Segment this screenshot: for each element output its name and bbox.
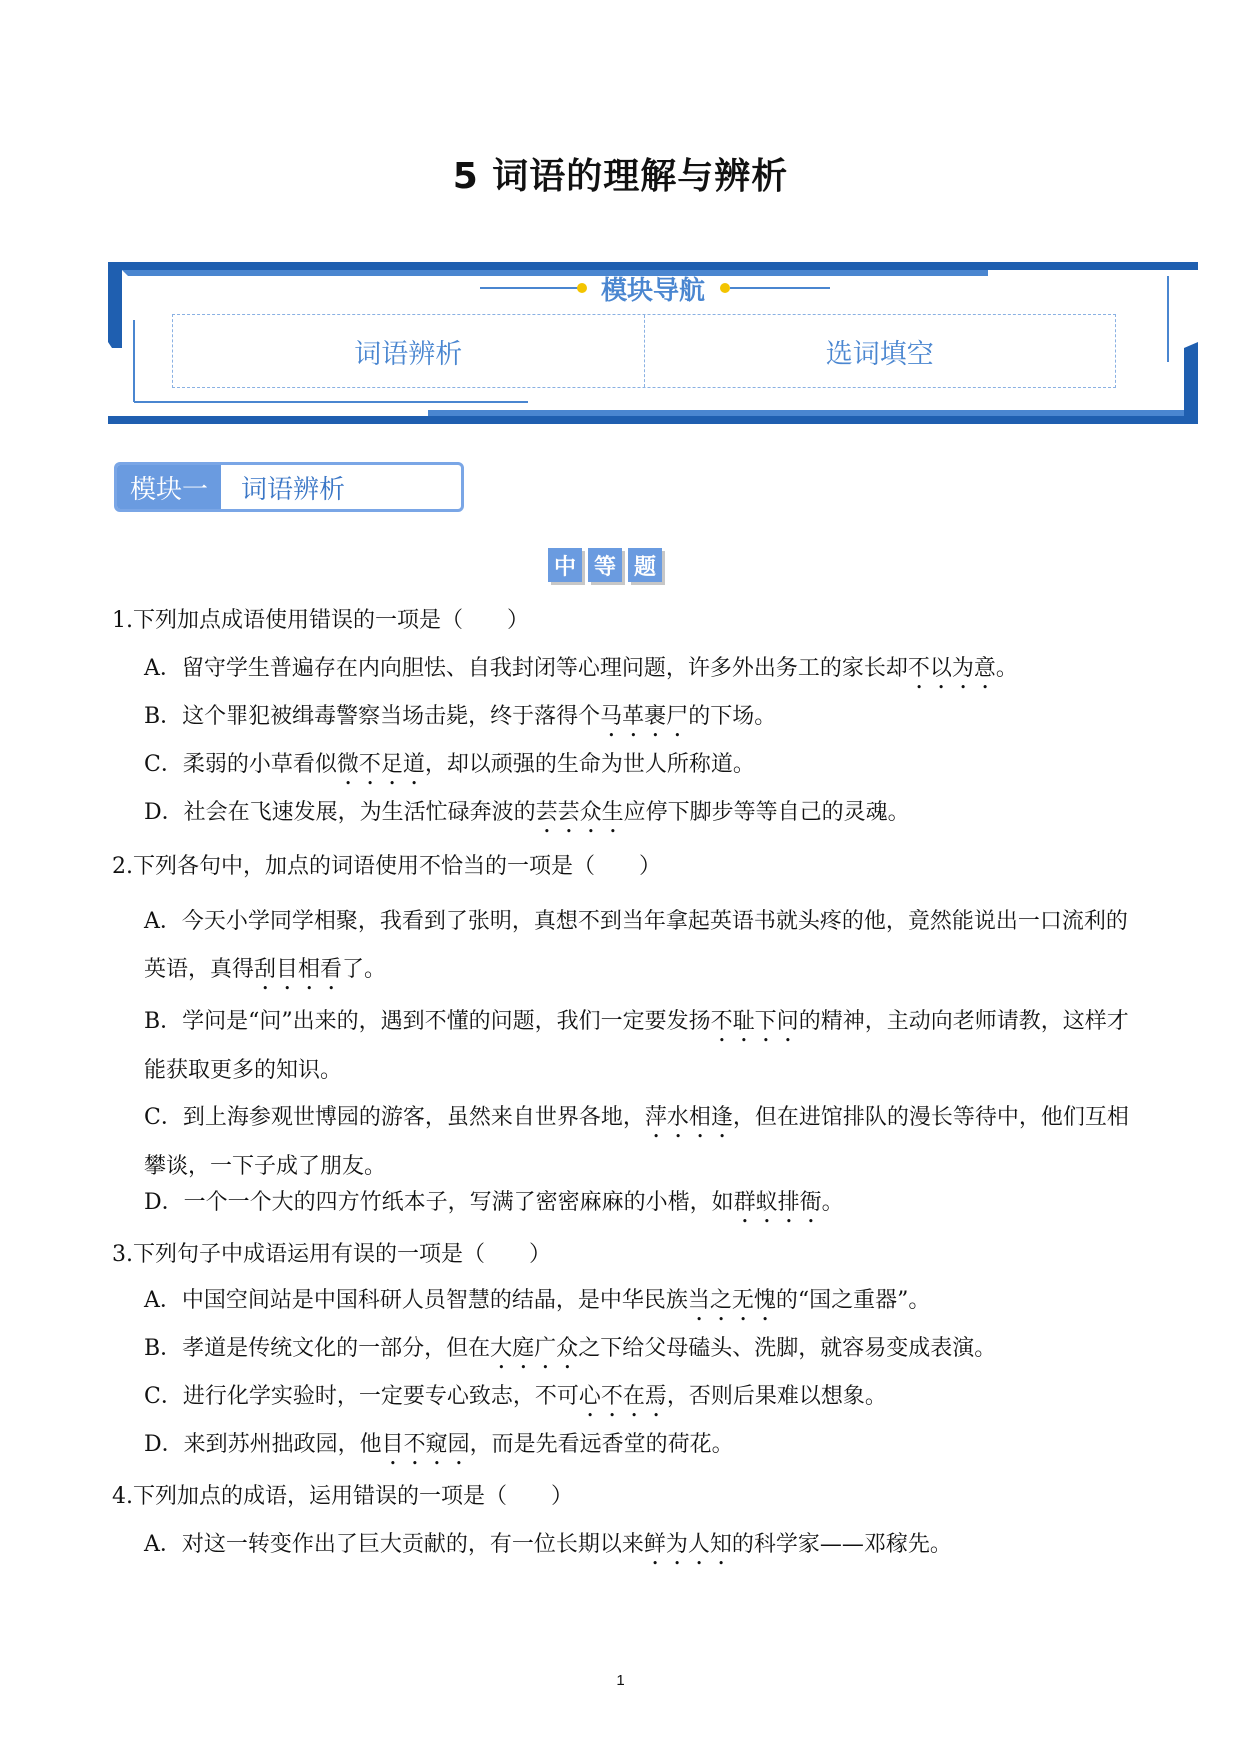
question-option — [144, 998, 1134, 1095]
emphasized-idiom: 心不在焉 — [578, 1384, 667, 1409]
nav-item-word-analysis[interactable]: 词语辨析 — [354, 338, 463, 370]
nav-heading-line-right — [730, 287, 830, 289]
question-option — [144, 700, 1134, 742]
option-text: D．社会在飞速发展，为生活忙碌奔波的 — [144, 800, 536, 825]
emphasized-idiom: 萍水相逢 — [644, 1105, 733, 1130]
option-text: B．孝道是传统文化的一部分，但在 — [144, 1336, 491, 1361]
emphasized-idiom: 不以为意 — [907, 656, 996, 681]
emphasized-idiom: 刮目相看 — [254, 957, 343, 982]
option-text: C．进行化学实验时，一定要专心致志，不可 — [144, 1384, 579, 1409]
option-text: B．这个罪犯被缉毒警察当场击毙，终于落得个 — [144, 704, 601, 729]
page-number: 1 — [616, 1672, 625, 1689]
emphasized-idiom: 微不足道 — [336, 752, 425, 777]
nav-item-fill-in-words[interactable]: 选词填空 — [644, 315, 1116, 387]
option-text: 。 — [821, 1190, 844, 1215]
nav-heading: 模块导航 — [600, 276, 705, 306]
option-text: A．对这一转变作出了巨大贡献的，有一位长期以来 — [144, 1532, 644, 1557]
option-text: ，否则后果难以想象。 — [666, 1384, 887, 1409]
option-text: D．来到苏州拙政园，他 — [144, 1432, 382, 1457]
emphasized-idiom: 当之无愧 — [687, 1288, 776, 1313]
option-text: B．学问是“问”出来的，遇到不懂的问题，我们一定要发扬 — [144, 1009, 711, 1034]
question-option — [144, 652, 1134, 694]
question-option — [144, 1186, 1134, 1228]
emphasized-idiom: 芸芸众生 — [535, 800, 624, 825]
question-stem: 4.下列加点的成语，运用错误的一项是（ ） — [112, 1484, 573, 1509]
option-text: ，而是先看远香堂的荷花。 — [469, 1432, 734, 1457]
question-stem: 2.下列各句中，加点的词语使用不恰当的一项是（ ） — [112, 854, 661, 879]
emphasized-idiom: 鲜为人知 — [643, 1532, 732, 1557]
emphasized-idiom: 不耻下问 — [710, 1009, 799, 1034]
question-stem: 3.下列句子中成语运用有误的一项是（ ） — [112, 1242, 551, 1267]
question-option — [144, 898, 1134, 995]
option-text: 的精神，主动向老师请教，这样才能获取更多的知识。 — [144, 1009, 1129, 1083]
module-title: 词语辨析 — [241, 474, 346, 505]
nav-heading-dot-right — [720, 283, 730, 293]
option-text: C．到上海参观世博园的游客，虽然来自世界各地， — [144, 1105, 645, 1130]
option-text: 之下给父母磕头、洗脚，就容易变成表演。 — [578, 1336, 997, 1361]
difficulty-char: 等 — [588, 548, 622, 582]
question-option — [144, 1528, 1134, 1570]
difficulty-badge — [548, 548, 662, 582]
emphasized-idiom: 群蚁排衙 — [733, 1190, 822, 1215]
question-option — [144, 748, 1134, 790]
question-option — [144, 1094, 1134, 1191]
difficulty-char: 题 — [628, 548, 662, 582]
option-text: ，但在进馆排队的漫长等待中，他们互相攀谈，一下子成了朋友。 — [144, 1105, 1129, 1179]
emphasized-idiom: 大庭广众 — [490, 1336, 579, 1361]
option-text: C．柔弱的小草看似 — [144, 752, 337, 777]
question-option — [144, 1332, 1134, 1374]
page-title: 5 词语的理解与辨析 — [452, 156, 789, 197]
option-text: 的下场。 — [688, 704, 777, 729]
option-text: ，却以顽强的生命为世人所称道。 — [424, 752, 755, 777]
question-option — [144, 796, 1134, 838]
option-text: 应停下脚步等等自己的灵魂。 — [623, 800, 910, 825]
difficulty-char: 中 — [548, 548, 582, 582]
nav-items-box — [172, 314, 1116, 388]
option-text: 了。 — [342, 957, 387, 982]
emphasized-idiom: 目不窥园 — [381, 1432, 470, 1457]
option-text: 的科学家——邓稼先。 — [731, 1532, 952, 1557]
question-stem: 1.下列加点成语使用错误的一项是（ ） — [112, 608, 529, 633]
option-text: 。 — [995, 656, 1018, 681]
option-text: D．一个一个大的四方竹纸本子，写满了密密麻麻的小楷，如 — [144, 1190, 734, 1215]
emphasized-idiom: 马革裹尸 — [600, 704, 689, 729]
option-text: 的“国之重器”。 — [775, 1288, 931, 1313]
question-option — [144, 1380, 1134, 1422]
option-text: A．中国空间站是中国科研人员智慧的结晶，是中华民族 — [144, 1288, 688, 1313]
question-option — [144, 1428, 1134, 1470]
module-navigation-panel — [108, 262, 1198, 424]
module-tag: 模块一 — [117, 465, 221, 509]
question-option — [144, 1284, 1134, 1326]
module-header — [114, 462, 464, 512]
option-text: A．留守学生普遍存在内向胆怯、自我封闭等心理问题，许多外出务工的家长却 — [144, 656, 908, 681]
option-text: A．今天小学同学相聚，我看到了张明，真想不到当年拿起英语书就头疼的他，竟然能说出一口流利的英语，真得 — [144, 909, 1128, 982]
